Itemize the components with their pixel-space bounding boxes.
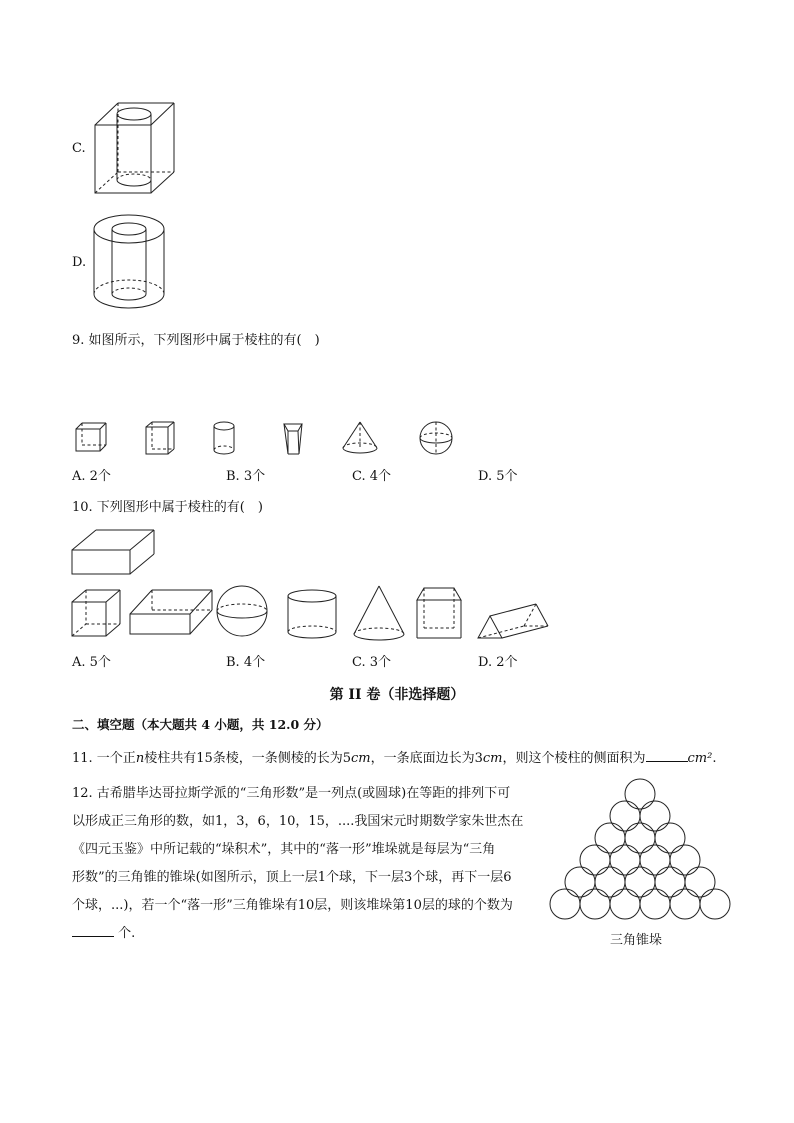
ball <box>640 889 670 919</box>
q10-option-a: A. 5个 <box>72 655 111 670</box>
q10-triangular-prism-figure <box>478 604 548 638</box>
ball <box>580 889 610 919</box>
part2-title: 第 II 卷（非选择题） <box>329 687 465 703</box>
q9-cube-figure <box>76 423 106 451</box>
option-d-label: D. <box>72 255 87 270</box>
q10-stem: 10. 下列图形中属于棱柱的有( ) <box>72 500 263 515</box>
q9-sphere-figure <box>420 422 452 454</box>
q10-option-b: B. 4个 <box>226 655 266 670</box>
ball <box>610 845 640 875</box>
q12-line-1: 12. 古希腊毕达哥拉斯学派的“三角形数”是一列点(或圆球)在等距的排列下可 <box>72 786 511 801</box>
q10-cylinder-figure <box>288 590 336 638</box>
hollow-cylinder-figure <box>92 212 172 312</box>
q12-line-4: 形数”的三角锥的锥垛(如图所示，顶上一层1个球，下一层3个球，再下一层6 <box>72 870 512 885</box>
ball <box>625 779 655 809</box>
q9-figures <box>72 418 472 462</box>
triangular-ball-pile-figure <box>566 778 722 922</box>
q10-prism-figure <box>417 588 461 638</box>
q10-cone-figure <box>354 586 404 640</box>
q10-box-figure <box>130 590 212 634</box>
q9-cuboid-figure <box>146 422 174 454</box>
ball <box>595 823 625 853</box>
ball <box>565 867 595 897</box>
q9-cylinder-figure <box>214 422 234 454</box>
q10-figures-row <box>70 586 550 642</box>
ball <box>625 823 655 853</box>
ball <box>700 889 730 919</box>
q10-sphere-figure <box>217 586 267 636</box>
q9-option-b: B. 3个 <box>226 469 266 484</box>
ball <box>625 867 655 897</box>
q12-line-5: 个球，...)，若一个“落一形”三角锥垛有10层，则该堆垛第10层的球的个数为 <box>72 898 513 913</box>
ball <box>610 801 640 831</box>
ball <box>580 845 610 875</box>
ball <box>655 867 685 897</box>
q10-cube-figure <box>72 590 120 636</box>
q10-flat-cuboid-figure <box>70 528 160 578</box>
q9-prism-figure <box>284 424 302 454</box>
ball <box>640 801 670 831</box>
ball <box>655 823 685 853</box>
q9-option-c: C. 4个 <box>352 469 392 484</box>
ball <box>685 867 715 897</box>
q12-line-2: 以形成正三角形的数，如1，3，6，10，15，....我国宋元时期数学家朱世杰在 <box>72 814 524 829</box>
q9-cone-figure <box>343 422 377 453</box>
q11-text: 11. 一个正n棱柱共有15条棱，一条侧棱的长为5cm，一条底面边长为3cm，则这个棱柱的侧面积为 cm². <box>72 748 717 768</box>
section-heading: 二、填空题（本大题共 4 小题，共 12.0 分） <box>72 717 329 732</box>
q12-line-6: 个. <box>72 920 562 948</box>
q12-line-3: 《四元玉鉴》中所记载的“垛积术”，其中的“落一形”堆垛就是每层为“三角 <box>72 842 496 857</box>
ball <box>610 889 640 919</box>
ball-pile-caption: 三角锥垛 <box>610 933 663 948</box>
q10-option-c: C. 3个 <box>352 655 392 670</box>
q12-body <box>72 780 562 948</box>
q9-stem: 9. 如图所示，下列图形中属于棱柱的有( ) <box>72 333 320 348</box>
option-c-label: C. <box>72 141 86 156</box>
ball <box>670 889 700 919</box>
cube-with-cylinder-figure <box>92 100 182 196</box>
q9-option-d: D. 5个 <box>478 469 518 484</box>
ball <box>670 845 700 875</box>
q11-answer-blank[interactable] <box>646 748 688 762</box>
ball <box>595 867 625 897</box>
q10-option-d: D. 2个 <box>478 655 518 670</box>
ball <box>640 845 670 875</box>
q9-option-a: A. 2个 <box>72 469 111 484</box>
q12-answer-blank[interactable] <box>72 923 114 937</box>
